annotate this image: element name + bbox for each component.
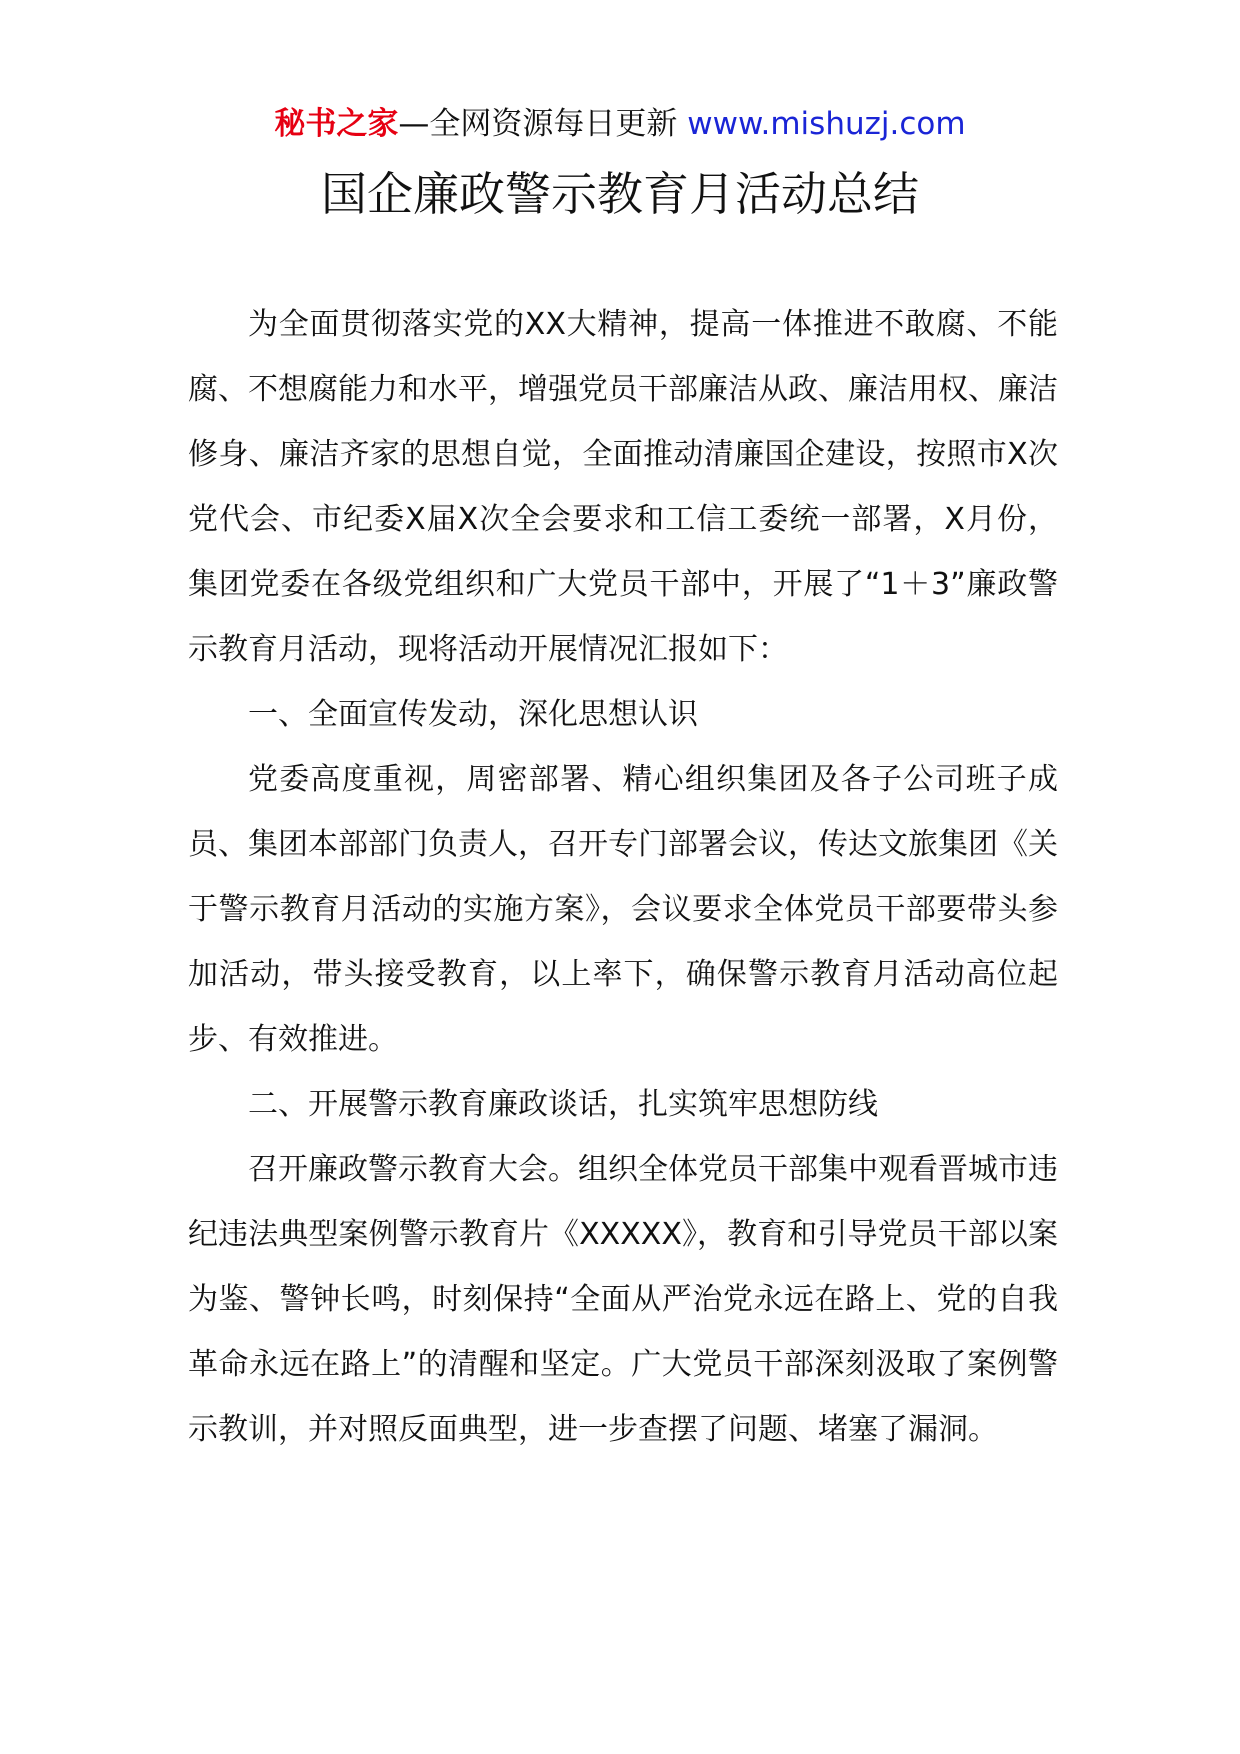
site-slogan: —全网资源每日更新	[398, 106, 688, 142]
paragraph-section-1: 党委高度重视，周密部署、精心组织集团及各子公司班子成员、集团本部部门负责人，召开专门部署会议，传达文旅集团《关于警示教育月活动的实施方案》，会议要求全体党员干部要带头参加活动，带头接受教育，以上率下，确保警示教育月活动高位起步、有效推进。	[188, 762, 1058, 1057]
document-body	[188, 292, 1058, 1462]
paragraph-section-2: 召开廉政警示教育大会。组织全体党员干部集中观看晋城市违纪违法典型案例警示教育片《XXXXX》，教育和引导党员干部以案为鉴、警钟长鸣，时刻保持“全面从严治党永远在路上、党的自我革命永远在路上”的清醒和坚定。广大党员干部深刻汲取了案例警示教训，并对照反面典型，进一步查摆了问题、堵塞了漏洞。	[188, 1152, 1058, 1447]
section-heading-2: 二、开展警示教育廉政谈话，扎实筑牢思想防线	[248, 1087, 878, 1122]
site-header	[0, 102, 1240, 146]
section-heading-1: 一、全面宣传发动，深化思想认识	[248, 697, 698, 732]
site-url-link[interactable]: www.mishuzj.com	[687, 106, 966, 142]
site-brand: 秘书之家	[274, 106, 399, 142]
document-title: 国企廉政警示教育月活动总结	[321, 167, 919, 221]
paragraph-intro: 为全面贯彻落实党的XX大精神，提高一体推进不敢腐、不能腐、不想腐能力和水平，增强党员干部廉洁从政、廉洁用权、廉洁修身、廉洁齐家的思想自觉，全面推动清廉国企建设，按照市X次党代会、市纪委X届X次全会要求和工信工委统一部署，X月份，集团党委在各级党组织和广大党员干部中，开展了“1＋3”廉政警示教育月活动，现将活动开展情况汇报如下：	[188, 307, 1058, 667]
